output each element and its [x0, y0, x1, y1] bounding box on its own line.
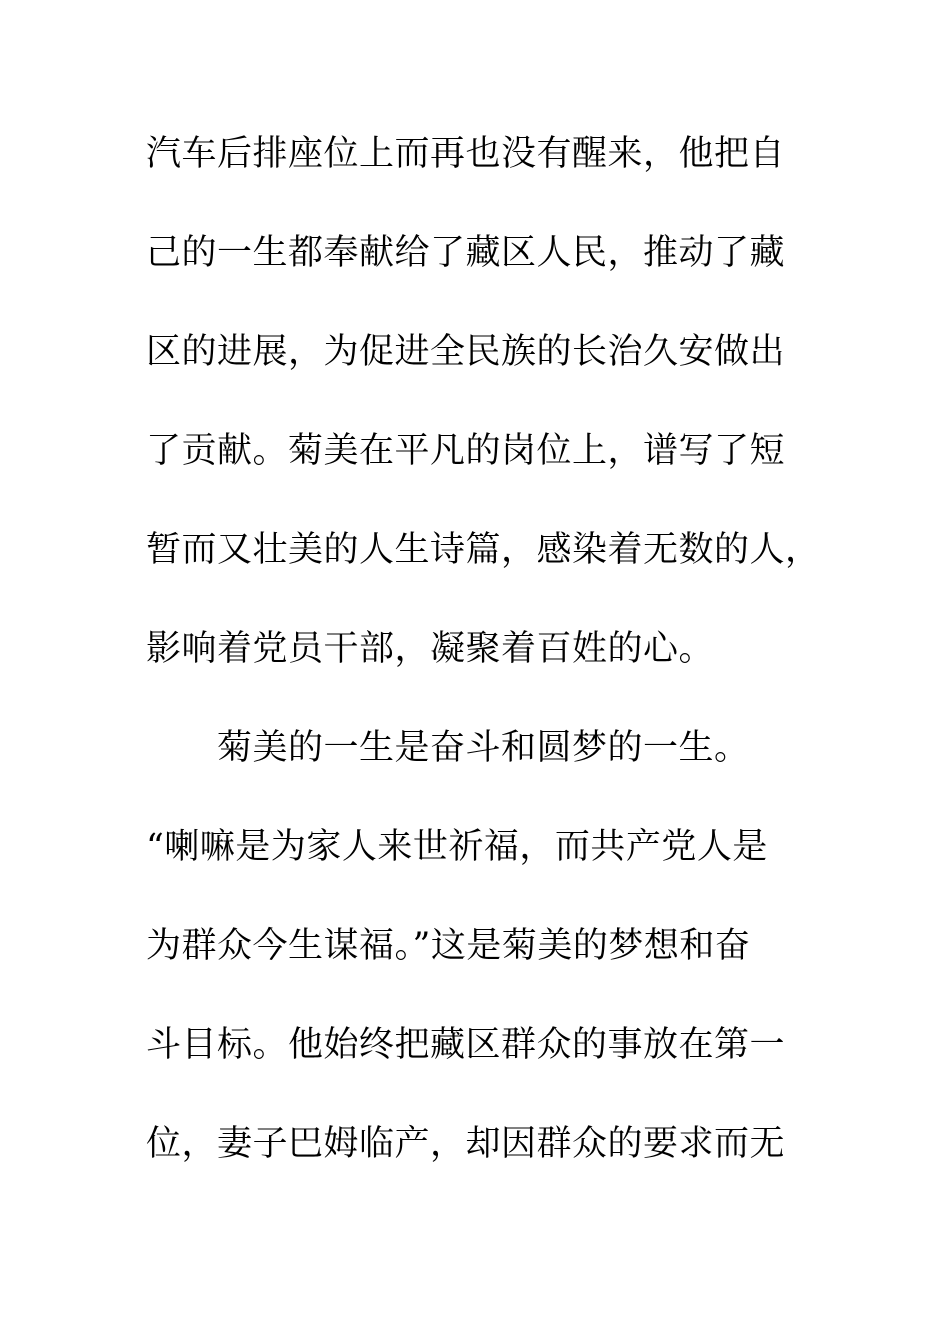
text-line-11: 位，妻子巴姆临产，却因群众的要求而无	[146, 1124, 786, 1164]
text-line-10: 斗目标。他始终把藏区群众的事放在第一	[146, 1025, 786, 1065]
text-line-4: 了贡献。菊美在平凡的岗位上，谱写了短	[146, 431, 786, 471]
text-line-1: 汽车后排座位上而再也没有醒来，他把自	[146, 134, 786, 174]
text-line-8: “喇嘛是为家人来世祈福，而共产党人是	[146, 827, 768, 867]
text-line-6: 影响着党员干部，凝聚着百姓的心。	[146, 629, 715, 669]
text-line-5: 暂而又壮美的人生诗篇，感染着无数的人，	[146, 530, 821, 570]
text-line-3: 区的进展，为促进全民族的长治久安做出	[146, 332, 786, 372]
paragraph-start-line: 菊美的一生是奋斗和圆梦的一生。	[146, 728, 750, 768]
text-line-2: 己的一生都奉献给了藏区人民，推动了藏	[146, 233, 786, 273]
text-line-9: 为群众今生谋福。”这是菊美的梦想和奋	[146, 926, 751, 966]
